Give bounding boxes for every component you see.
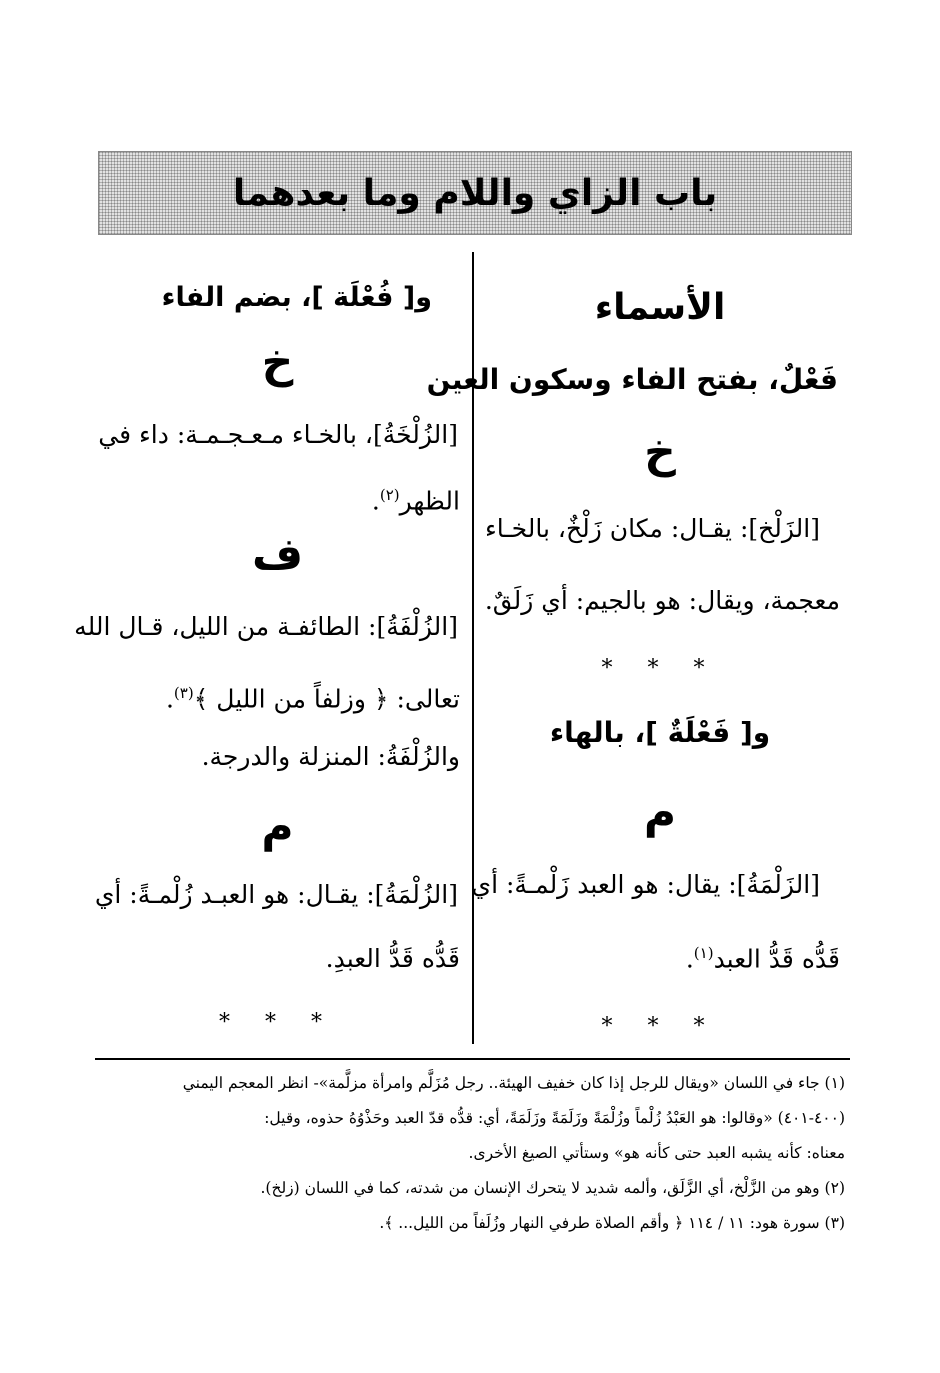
letter-heading: خ bbox=[644, 427, 676, 478]
pattern-heading: فَعْلٌ، بفتح الفاء وسكون العين bbox=[426, 363, 838, 396]
letter-heading: م bbox=[261, 801, 294, 852]
pattern-heading: و[ فُعْلَة ]، بضم الفاء bbox=[161, 282, 432, 313]
chapter-banner bbox=[98, 151, 852, 235]
letter-heading: ف bbox=[251, 529, 304, 580]
entry-text: معجمة، ويقال: هو بالجيم: أي زَلَقٌ. bbox=[484, 586, 840, 615]
entry-text: [الزَلْخ]: يقـال: مكان زَلْخٌ، بالخـاء bbox=[484, 514, 820, 543]
footnote-3: (٣) سورة هود: ١١ / ١١٤ ﴿ وأقم الصلاة طرفي النهار وزُلَفاً من الليل... ﴾. bbox=[379, 1214, 845, 1232]
footnote-1-cont: معناه: كأنه يشبه العبد حتى كأنه هو» وستأتي الصيغ الأخرى. bbox=[468, 1144, 845, 1162]
chapter-title: باب الزاي واللام وما بعدهما bbox=[232, 172, 718, 214]
footnote-marker: (٢) bbox=[379, 486, 400, 504]
entry-text: الظهر$^{(٢)}$. bbox=[371, 486, 460, 516]
separator-stars: * * * bbox=[601, 656, 719, 681]
entry-text: تعالى: ﴿ وزلفاً من الليل ﴾$^{(٣)}$. bbox=[165, 684, 460, 714]
footnote-2: (٢) وهو من الزَّلْخ، أي الزَّلَق، وألمه شديد لا يتحرك الإنسان من شدته، كما في اللسان (زلخ). bbox=[260, 1179, 845, 1197]
entry-text: قَدُّه قَدُّ العبد$^{(١)}$. bbox=[685, 944, 840, 974]
pattern-heading: و[ فَعْلَةٌ ]، بالهاء bbox=[549, 716, 771, 749]
footnote-1: (١) جاء في اللسان «ويقال للرجل إذا كان خفيف الهيئة.. رجل مُزَلَّم وامرأة مزلَّمة»- انظر المعجم اليمني bbox=[182, 1074, 845, 1092]
footnote-1-cont: (٤٠٠-٤٠١) «وقالوا: هو العَبْدُ زُلْماً وزُلْمَةً وزَلَمَةً وزَلَمَةً، أي: قدُّه قدّ العبد وحَذْوُهُ حذوه، وقيل: bbox=[264, 1109, 845, 1127]
footnote-rule bbox=[95, 1058, 850, 1060]
entry-text: [الزُلْفَةُ]: الطائفـة من الليل، قـال الله bbox=[74, 612, 458, 641]
entry-text: والزُلْفَةُ: المنزلة والدرجة. bbox=[201, 742, 460, 771]
footnote-marker: (٣) bbox=[173, 684, 194, 702]
letter-heading: م bbox=[643, 787, 677, 838]
entry-text: [الزَلْمَةُ]: يقال: هو العبد زَلْمـةً: أي bbox=[471, 870, 820, 899]
separator-stars: * * * bbox=[601, 1014, 719, 1039]
entry-text: [الزُلْمَةُ]: يقـال: هو العبـد زُلْمـةً: أي bbox=[94, 880, 458, 909]
section-title: الأسماء bbox=[594, 287, 726, 328]
entry-text: قَدُّه قَدُّ العبدِ. bbox=[325, 944, 460, 973]
letter-heading: خ bbox=[261, 337, 294, 388]
separator-stars: * * * bbox=[219, 1010, 336, 1035]
entry-text: [الزُلْخَةُ]، بالخـاء مـعـجـمـة: داء في bbox=[98, 420, 458, 449]
footnote-marker: (١) bbox=[693, 944, 714, 962]
